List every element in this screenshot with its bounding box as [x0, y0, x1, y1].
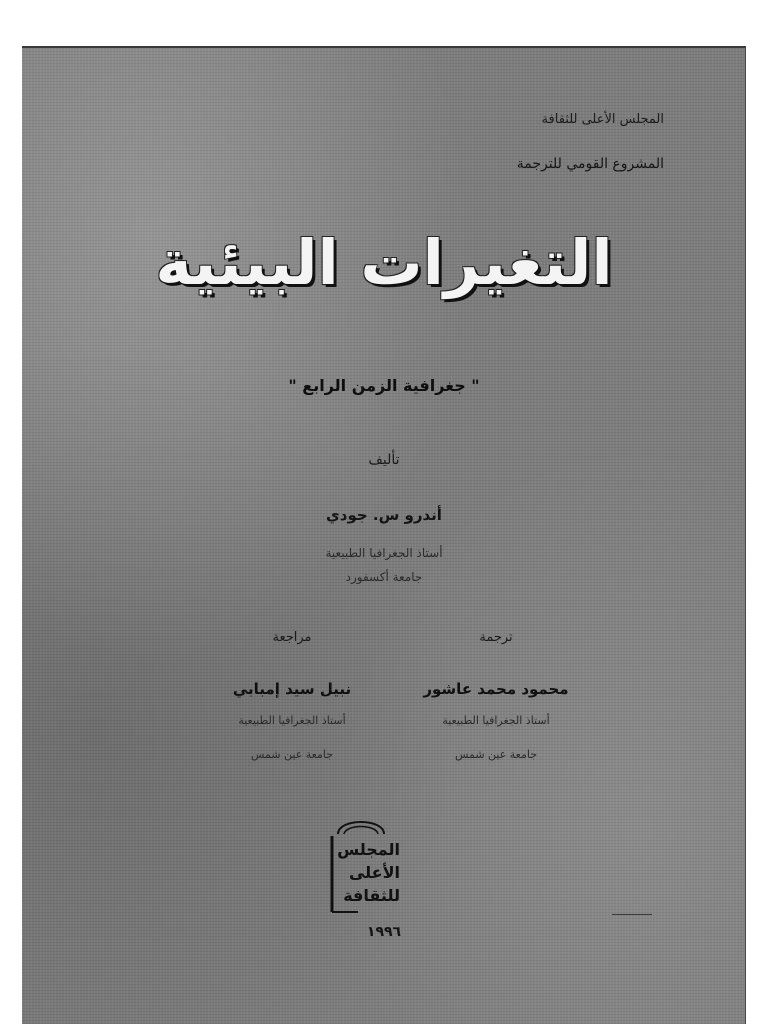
council-name: المجلس الأعلى للثقافة	[541, 112, 664, 127]
translation-label: ترجمة	[479, 630, 513, 645]
reviewer-university: جامعة عين شمس	[250, 748, 334, 761]
logo-line-1: المجلس	[337, 840, 400, 859]
publisher-logo	[318, 812, 404, 922]
project-name: المشروع القومي للترجمة	[516, 156, 664, 172]
scratch-mark	[612, 914, 652, 915]
logo-line-3: للثقافة	[343, 886, 400, 905]
reviewer-title: أستاذ الجغرافيا الطبيعية	[238, 714, 346, 727]
logo-line-2: الأعلى	[348, 863, 400, 882]
translator-university: جامعة عين شمس	[454, 748, 538, 761]
book-subtitle: " جغرافية الزمن الرابع "	[288, 376, 480, 395]
author-name: أندرو س. جودي	[326, 506, 442, 524]
book-title: التغيرات البيئية	[155, 226, 613, 299]
author-title: أستاذ الجغرافيا الطبيعية	[325, 546, 443, 560]
reviewer-name: نبيل سيد إمبابي	[232, 680, 352, 698]
book-cover	[22, 46, 746, 1024]
publication-year: ١٩٩٦	[366, 924, 402, 940]
review-label: مراجعة	[272, 630, 312, 645]
logo-text	[338, 838, 400, 907]
author-university: جامعة أكسفورد	[345, 570, 423, 584]
translator-name: محمود محمد عاشور	[423, 680, 569, 698]
translator-title: أستاذ الجغرافيا الطبيعية	[442, 714, 550, 727]
written-by-label: تأليف	[368, 452, 400, 468]
